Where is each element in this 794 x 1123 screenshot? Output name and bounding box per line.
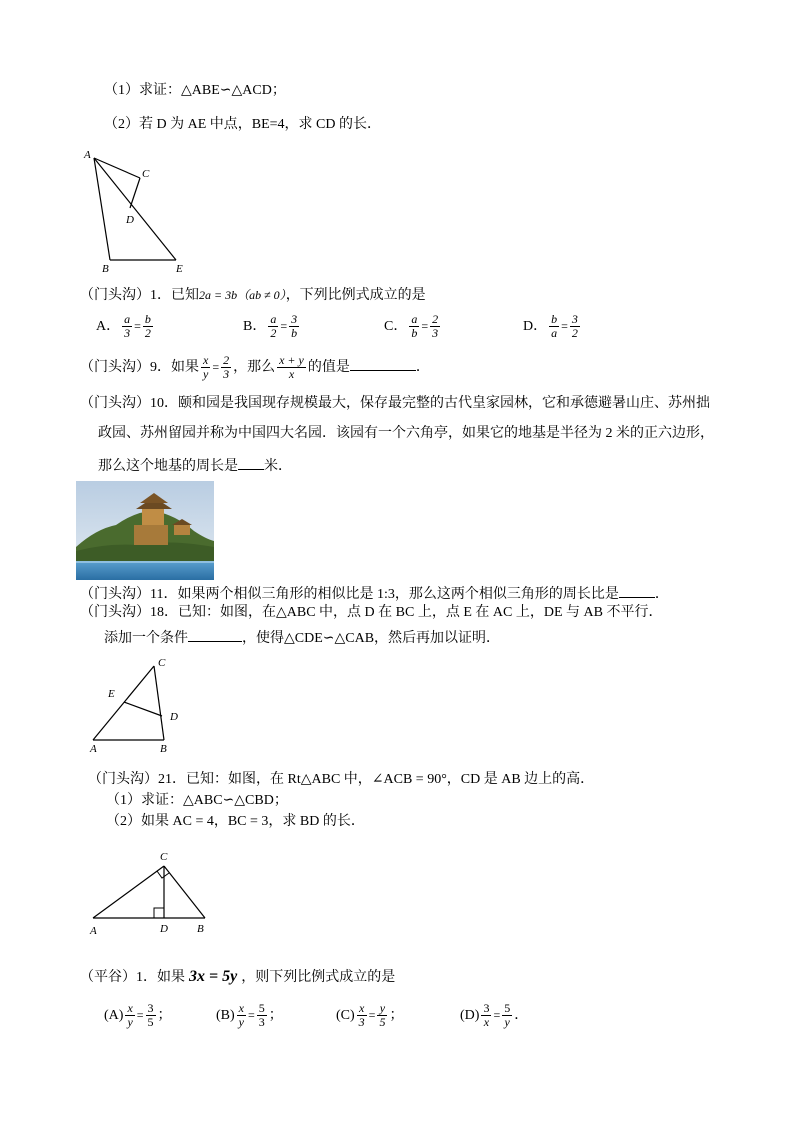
- label-c: C: [158, 657, 166, 669]
- question-11: （门头沟）11．如果两个相似三角形的相似比是 1:3，那么这两个相似三角形的周长比是 ．: [80, 583, 669, 604]
- label-c: C: [142, 168, 150, 180]
- label-c: C: [160, 851, 168, 863]
- figure-triangle-abe: [80, 146, 200, 274]
- label-d: D: [126, 214, 134, 226]
- q1-suffix: ，下列比例式成立的是: [285, 288, 426, 303]
- question-10-line1: （门头沟）10．颐和园是我国现存规模最大，保存最完整的古代皇家园林，它和承德避暑山庄、苏州拙: [80, 396, 710, 411]
- question-pinggu-1: （平谷）1．如果 3x = 5y ，则下列比例式成立的是: [80, 968, 396, 985]
- question-21-line1: （门头沟）21．已知：如图，在 Rt△ABC 中，∠ACB = 90°，CD 是 AB 边上的高．: [88, 772, 595, 787]
- q9-answer-blank[interactable]: [350, 356, 416, 371]
- label-e: E: [176, 263, 183, 274]
- question-18-line2: 添加一个条件 ，使得△CDE∽△CAB，然后再加以证明．: [104, 627, 500, 648]
- question-18-line1: （门头沟）18．已知：如图，在△ABC 中，点 D 在 BC 上，点 E 在 AC 上，DE 与 AB 不平行．: [80, 605, 663, 620]
- label-a: A: [90, 743, 97, 755]
- q1-option-c[interactable]: C． $\frac{a}{b}$ = $\frac{2}{3}$: [384, 312, 439, 341]
- summer-palace-photo: [76, 481, 214, 580]
- label-a: A: [90, 925, 97, 937]
- question-part-1: （1）求证：△ABE∽△ACD；: [104, 83, 286, 98]
- question-10-line2: 政园、苏州留园并称为中国四大名园．该园有一个六角亭，如果它的地基是半径为 2 米的正六边形，: [98, 426, 714, 441]
- pinggu-option-d[interactable]: (D) $\frac{3}{x}$ = $\frac{5}{y}$ ．: [460, 1001, 529, 1030]
- figure-right-triangle: [84, 846, 214, 938]
- q18-answer-blank[interactable]: [188, 627, 242, 642]
- question-9: （门头沟）9．如果 $\frac{x}{y}$ = $\frac{2}{3}$ ，那么 $\frac{x + y}{x}$ 的值是 ．: [80, 353, 430, 382]
- q11-answer-blank[interactable]: [619, 583, 655, 598]
- q1-option-b[interactable]: B． $\frac{a}{2}$ = $\frac{3}{b}$: [243, 312, 298, 341]
- q1-prefix: （门头沟）1．已知: [80, 288, 199, 303]
- label-b: B: [160, 743, 167, 755]
- q1-math: 2a = 3b（ab ≠ 0）: [199, 288, 286, 302]
- question-part-2: （2）若 D 为 AE 中点，BE=4，求 CD 的长．: [104, 117, 382, 132]
- label-e: E: [108, 688, 115, 700]
- label-b: B: [102, 263, 109, 274]
- q1-option-a[interactable]: A． $\frac{a}{3}$ = $\frac{b}{2}$: [96, 312, 151, 341]
- figure-triangle-abc: [84, 654, 194, 756]
- pinggu-option-a[interactable]: (A) $\frac{x}{y}$ = $\frac{3}{5}$ ；: [104, 1001, 172, 1030]
- question-1: [80, 286, 426, 305]
- pinggu-option-c[interactable]: (C) $\frac{x}{3}$ = $\frac{y}{5}$ ；: [336, 1001, 404, 1030]
- label-b: B: [197, 923, 204, 935]
- pinggu-math: 3x = 5y: [189, 968, 238, 985]
- question-21-line2: （1）求证：△ABC∽△CBD；: [106, 793, 288, 808]
- label-d: D: [160, 923, 168, 935]
- label-a: A: [84, 149, 91, 161]
- q10-answer-blank[interactable]: [238, 455, 264, 470]
- question-21-line3: （2）如果 AC = 4，BC = 3，求 BD 的长．: [106, 814, 365, 829]
- question-10-line3: 那么这个地基的周长是 米．: [98, 455, 292, 476]
- q1-option-d[interactable]: D． $\frac{b}{a}$ = $\frac{3}{2}$: [523, 312, 578, 341]
- pinggu-option-b[interactable]: (B) $\frac{x}{y}$ = $\frac{5}{3}$ ；: [216, 1001, 283, 1030]
- label-d: D: [170, 711, 178, 723]
